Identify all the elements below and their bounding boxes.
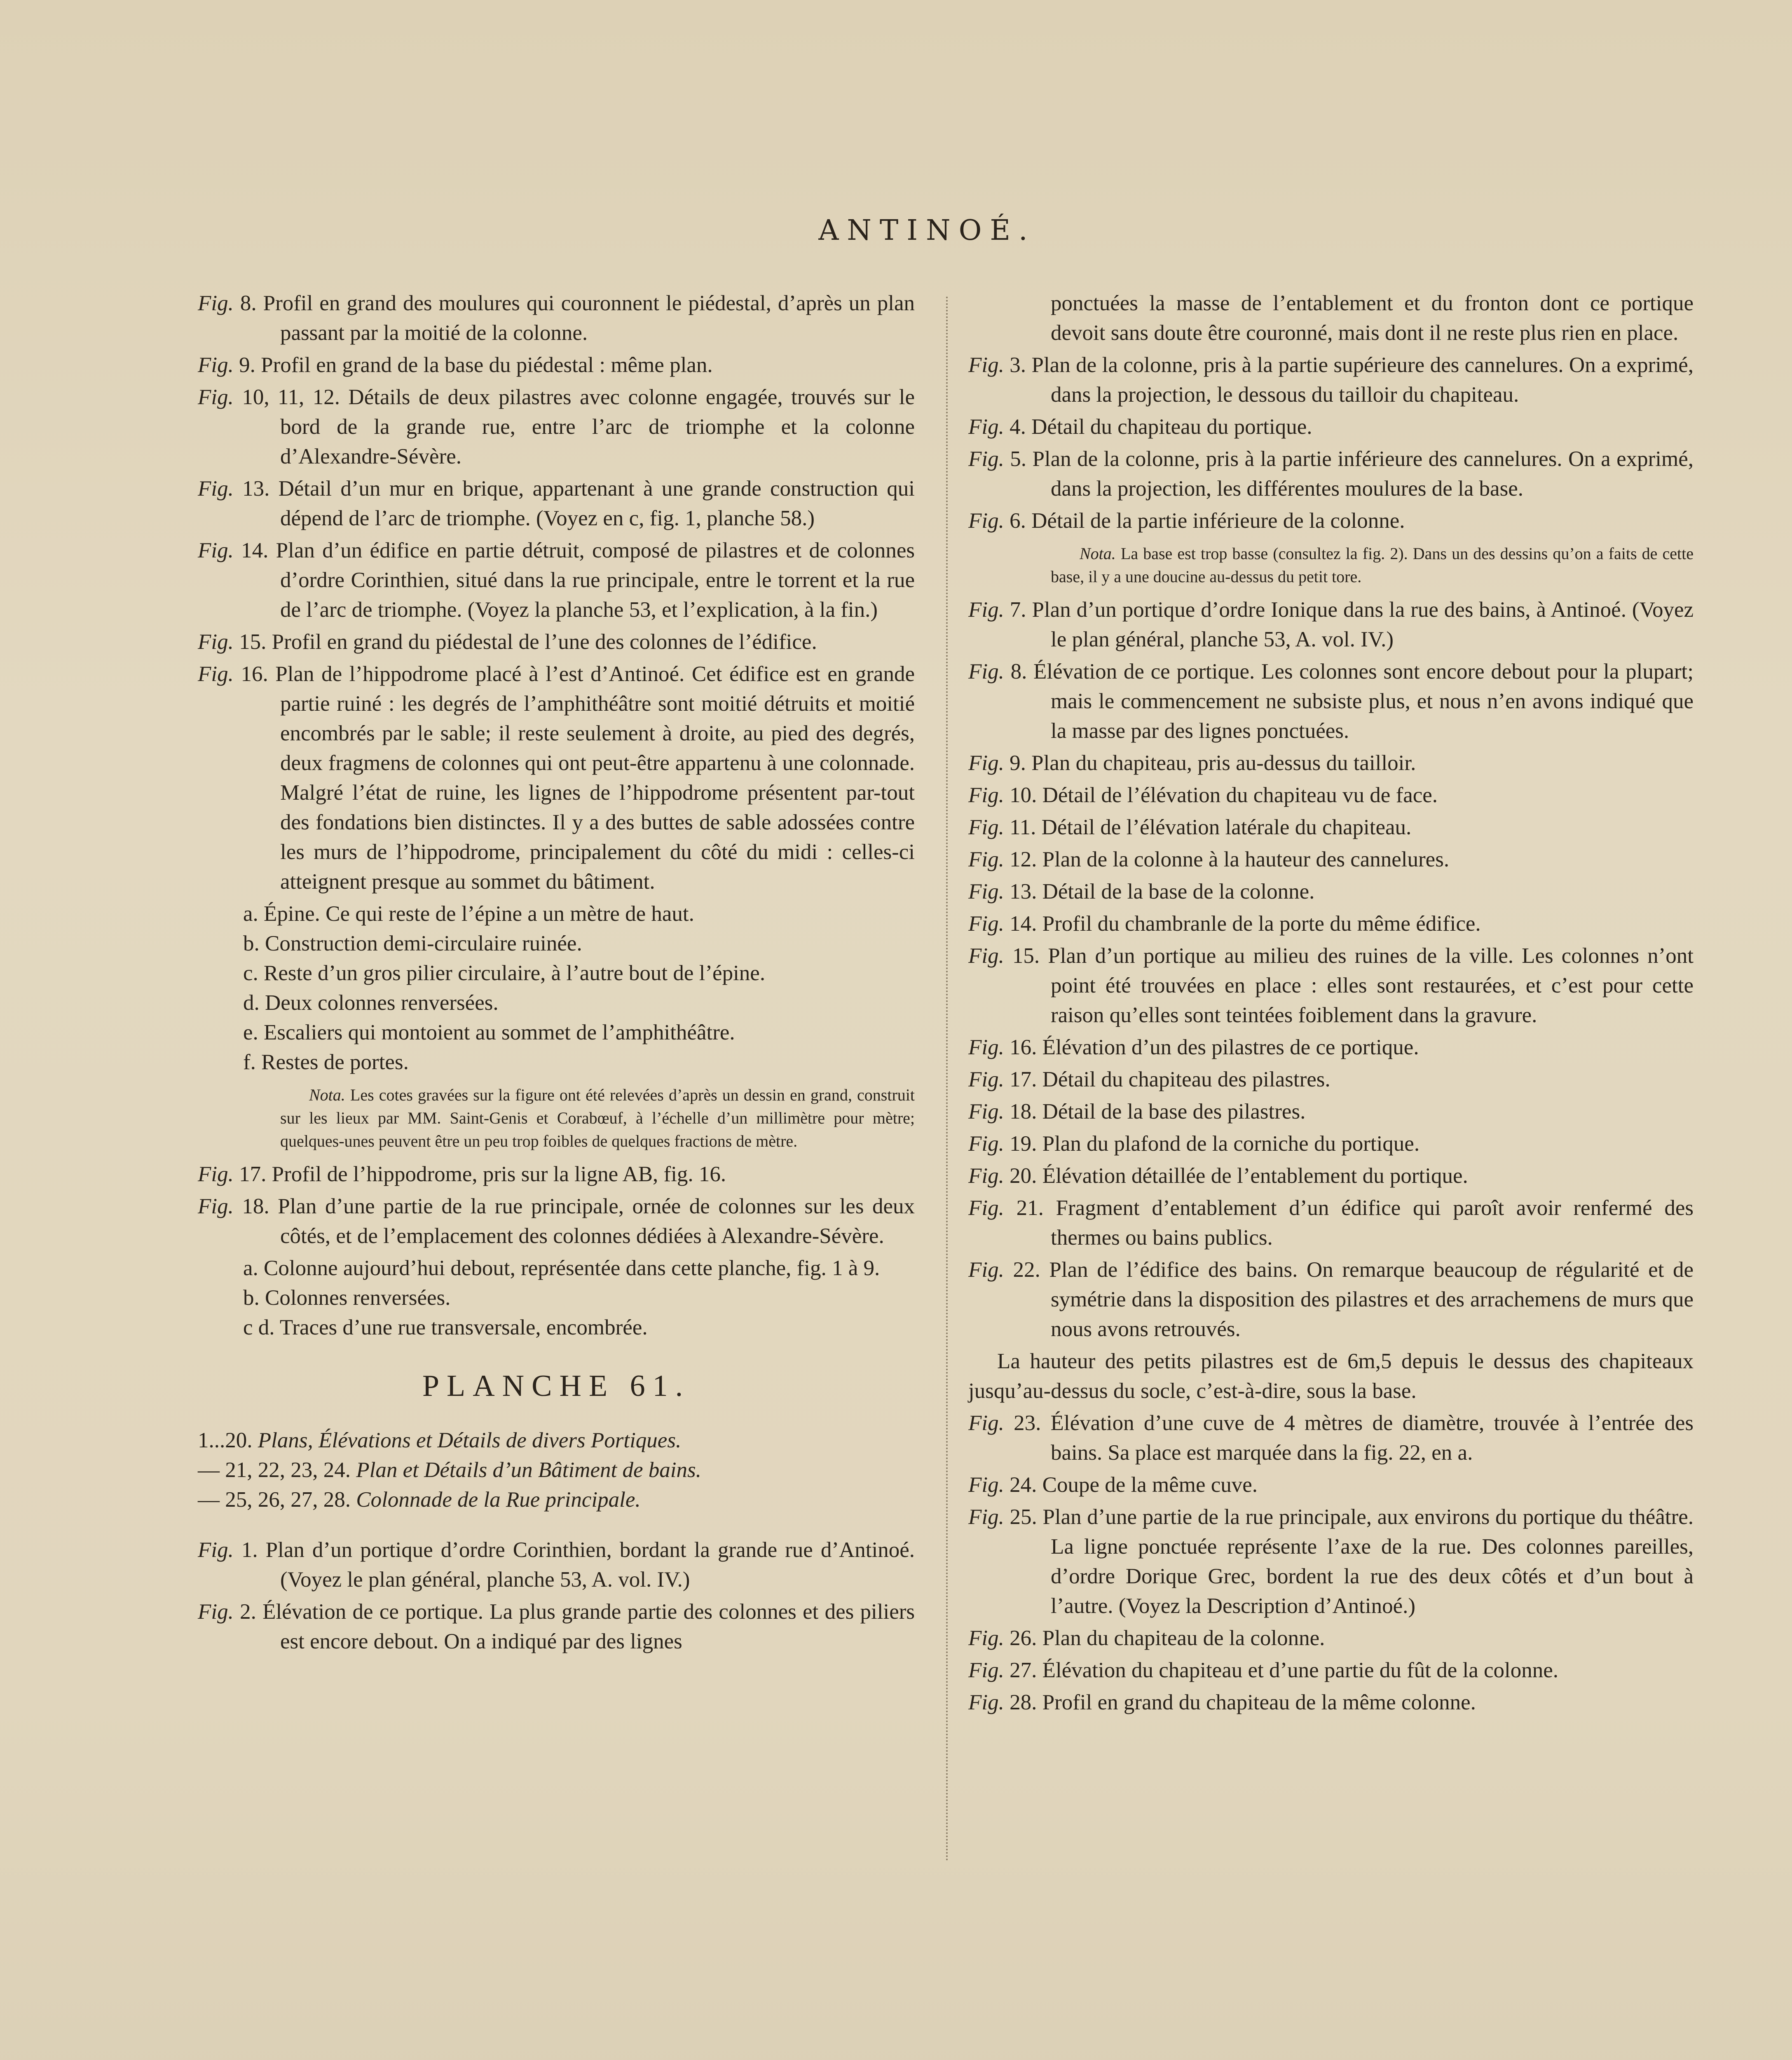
fig-entry: Fig. 10. Détail de l’élévation du chapiteau vu de face.	[968, 783, 1438, 807]
fig-entry: Fig. 21. Fragment d’entablement d’un édifice qui paroît avoir renfermé des thermes ou bains publics.	[968, 1196, 1694, 1250]
fig-entry: Fig. 17. Détail du chapiteau des pilastres.	[968, 1067, 1331, 1091]
planche-heading: PLANCHE 61.	[422, 1369, 691, 1403]
fig-entry: Fig. 2. Élévation de ce portique. La plus grande partie des colonnes et des piliers est encore debout. On a indiqué par des lignes	[198, 1600, 915, 1653]
legend-item: a. Épine. Ce qui reste de l’épine a un mètre de haut.	[243, 902, 694, 926]
left-column	[198, 288, 915, 1659]
nota: Nota. La base est trop basse (consultez la fig. 2). Dans un des dessins qu’on a faits de cette base, il y a une doucine au-dessus du petit tore.	[1051, 544, 1694, 586]
fig-entry: Fig. 28. Profil en grand du chapiteau de la même colonne.	[968, 1690, 1476, 1714]
legend-item: b. Colonnes renversées.	[243, 1286, 451, 1310]
legend-item: e. Escaliers qui montoient au sommet de l’amphithéâtre.	[243, 1021, 735, 1044]
toc-line: 1...20. Plans, Élévations et Détails de divers Portiques.	[198, 1428, 682, 1452]
fig-entry: Fig. 5. Plan de la colonne, pris à la partie inférieure des cannelures. On a exprimé, dans la projection, les différentes moulures de la base.	[968, 447, 1694, 501]
fig-entry: Fig. 26. Plan du chapiteau de la colonne.	[968, 1626, 1325, 1650]
fig-entry: Fig. 9. Profil en grand de la base du piédestal : même plan.	[198, 353, 713, 377]
legend-item: a. Colonne aujourd’hui debout, représentée dans cette planche, fig. 1 à 9.	[243, 1256, 880, 1280]
fig-entry: Fig. 16. Élévation d’un des pilastres de ce portique.	[968, 1035, 1419, 1059]
fig-entry: Fig. 14. Plan d’un édifice en partie détruit, composé de pilastres et de colonnes d’ordre Corinthien, situé dans la rue principale, entre le torrent et la rue de l’arc de triomphe. (Voyez la planche 53, et l’explication, à la fin.)	[198, 538, 915, 622]
fig-entry: Fig. 13. Détail d’un mur en brique, appartenant à une grande construction qui dépend de l’arc de triomphe. (Voyez en c, fig. 1, planche 58.)	[198, 477, 915, 530]
fig-entry: Fig. 15. Profil en grand du piédestal de l’une des colonnes de l’édifice.	[198, 630, 817, 654]
fig-entry: Fig. 19. Plan du plafond de la corniche du portique.	[968, 1132, 1420, 1156]
right-column	[968, 288, 1694, 1720]
fig-entry: Fig. 12. Plan de la colonne à la hauteur des cannelures.	[968, 847, 1450, 871]
fig-entry: Fig. 18. Détail de la base des pilastres.	[968, 1100, 1306, 1124]
fig-entry: Fig. 3. Plan de la colonne, pris à la partie supérieure des cannelures. On a exprimé, dans la projection, le dessous du tailloir du chapiteau.	[968, 353, 1694, 407]
fig-entry: Fig. 15. Plan d’un portique au milieu des ruines de la ville. Les colonnes n’ont point été trouvées en place : elles sont restaurées, et c’est pour cette raison qu’elles sont teintées foiblement dans la gravure.	[968, 944, 1694, 1027]
legend-item: d. Deux colonnes renversées.	[243, 991, 499, 1015]
fig-entry: Fig. 16. Plan de l’hippodrome placé à l’est d’Antinoé. Cet édifice est en grande partie ruiné : les degrés de l’amphithéâtre sont moitié détruits et moitié encombrés par le sable; il reste seulement à droite, au pied des degrés, deux fragmens de colonnes qui ont peut-être appartenu à une colonnade. Malgré l’état de ruine, les lignes de l’hippodrome présentent par-tout des fondations bien distinctes. Il y a des buttes de sable adossées contre les murs de l’hippodrome, principalement du côté du midi : celles-ci atteignent presque au sommet du bâtiment.	[198, 662, 915, 894]
fig-entry: Fig. 1. Plan d’un portique d’ordre Corinthien, bordant la grande rue d’Antinoé. (Voyez le plan général, planche 53, A. vol. IV.)	[198, 1538, 915, 1592]
column-divider	[946, 297, 950, 1862]
legend-item: b. Construction demi-circulaire ruinée.	[243, 932, 582, 955]
fig-entry: Fig. 18. Plan d’une partie de la rue principale, ornée de colonnes sur les deux côtés, et de l’emplacement des colonnes dédiées à Alexandre-Sévère.	[198, 1194, 915, 1248]
legend-item: c. Reste d’un gros pilier circulaire, à l’autre bout de l’épine.	[243, 961, 766, 985]
fig-entry: Fig. 14. Profil du chambranle de la porte du même édifice.	[968, 912, 1481, 936]
fig-entry: Fig. 9. Plan du chapiteau, pris au-dessus du tailloir.	[968, 751, 1416, 775]
fig-entry: Fig. 4. Détail du chapiteau du portique.	[968, 415, 1312, 439]
fig-entry: Fig. 27. Élévation du chapiteau et d’une partie du fût de la colonne.	[968, 1658, 1558, 1682]
fig-entry: Fig. 8. Profil en grand des moulures qui couronnent le piédestal, d’après un plan passant par la moitié de la colonne.	[198, 291, 915, 345]
fig-entry: Fig. 24. Coupe de la même cuve.	[968, 1473, 1258, 1497]
fig-entry: Fig. 23. Élévation d’une cuve de 4 mètres de diamètre, trouvée à l’entrée des bains. Sa place est marquée dans la fig. 22, en a.	[968, 1411, 1694, 1465]
fig-entry: Fig. 13. Détail de la base de la colonne.	[968, 880, 1315, 904]
fig-entry: Fig. 11. Détail de l’élévation latérale du chapiteau.	[968, 815, 1412, 839]
fig-entry: Fig. 17. Profil de l’hippodrome, pris sur la ligne AB, fig. 16.	[198, 1162, 726, 1186]
fig-entry: Fig. 6. Détail de la partie inférieure de la colonne.	[968, 509, 1405, 533]
page-title: ANTINOÉ.	[818, 214, 1036, 247]
fig-entry: Fig. 7. Plan d’un portique d’ordre Ionique dans la rue des bains, à Antinoé. (Voyez le plan général, planche 53, A. vol. IV.)	[968, 598, 1694, 651]
paragraph: La hauteur des petits pilastres est de 6m,5 depuis le dessus des chapiteaux jusqu’au-dessus du socle, c’est-à-dire, sous la base.	[968, 1349, 1694, 1403]
fig-entry: Fig. 20. Élévation détaillée de l’entablement du portique.	[968, 1164, 1468, 1188]
fig-entry: Fig. 22. Plan de l’édifice des bains. On remarque beaucoup de régularité et de symétrie dans la disposition des pilastres et des arrachemens de murs que nous avons retrouvés.	[968, 1258, 1694, 1341]
legend-item: c d. Traces d’une rue transversale, encombrée.	[243, 1316, 648, 1339]
fig-entry: Fig. 8. Élévation de ce portique. Les colonnes sont encore debout pour la plupart; mais le commencement ne subsiste plus, et nous n’en avons indiqué que la masse par des lignes ponctuées.	[968, 660, 1694, 743]
fig-entry: Fig. 25. Plan d’une partie de la rue principale, aux environs du portique du théâtre. La ligne ponctuée représente l’axe de la rue. Des colonnes pareilles, d’ordre Dorique Grec, bordent la rue des deux côtés et d’un bout à l’autre. (Voyez la Description d’Antinoé.)	[968, 1505, 1694, 1618]
entry-group	[198, 288, 915, 897]
fig-entry: Fig. 10, 11, 12. Détails de deux pilastres avec colonne engagée, trouvés sur le bord de la grande rue, entre l’arc de triomphe et la colonne d’Alexandre-Sévère.	[198, 385, 915, 468]
legend-item: f. Restes de portes.	[243, 1050, 409, 1074]
continuation-text: ponctuées la masse de l’entablement et du fronton dont ce portique devoit sans doute être couronné, mais dont il ne reste plus rien en place.	[1051, 291, 1694, 345]
nota: Nota. Les cotes gravées sur la figure ont été relevées d’après un dessin en grand, construit sur les lieux par MM. Saint-Genis et Corabœuf, à l’échelle d’un millimètre pour mètre; quelques-unes peuvent être un peu trop foibles de quelques fractions de mètre.	[280, 1086, 915, 1150]
toc-line: — 21, 22, 23, 24. Plan et Détails d’un Bâtiment de bains.	[198, 1458, 701, 1482]
toc-line: — 25, 26, 27, 28. Colonnade de la Rue principale.	[198, 1488, 641, 1512]
